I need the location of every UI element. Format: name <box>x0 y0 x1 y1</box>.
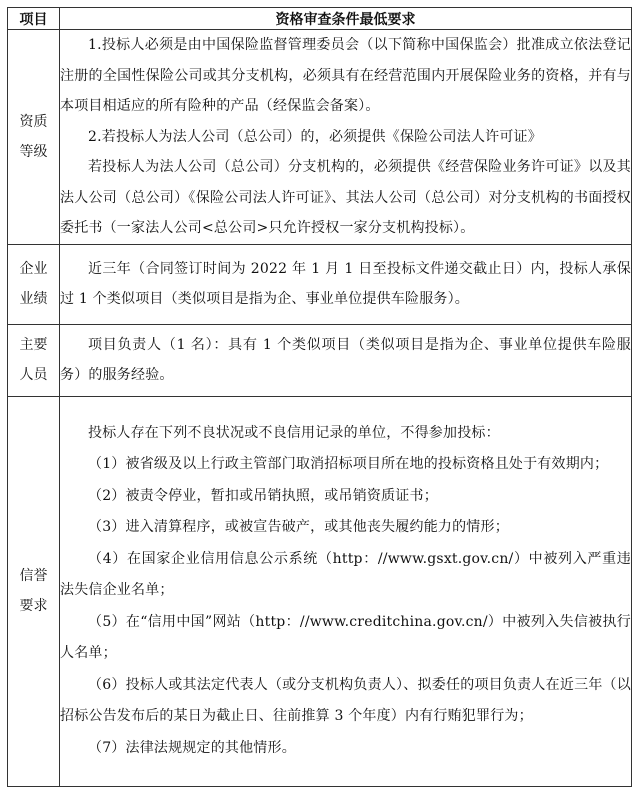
list-item: （1）被省级及以上行政主管部门取消招标项目所在地的投标资格且处于有效期内； <box>88 456 609 473</box>
list-item: （3）进入清算程序，或被宣告破产，或其他丧失履约能力的情形； <box>88 519 509 536</box>
table-row-credit <box>8 396 632 786</box>
table-row-key-personnel <box>8 324 632 396</box>
paragraph: 投标人存在下列不良状况或不良信用记录的单位，不得参加投标： <box>88 424 500 441</box>
qualification-table <box>7 7 632 787</box>
header-item: 项目 <box>8 8 60 30</box>
paragraph: 项目负责人（1 名）：具有 1 个类似项目（类似项目是指为企、事业单位提供车险服务）的服务经验。 <box>60 336 631 383</box>
row-label: 企业 业绩 <box>8 244 60 324</box>
row-label: 主要 人员 <box>8 324 60 396</box>
row-label: 资质 等级 <box>8 30 60 245</box>
paragraph: 1.投标人必须是由中国保险监督管理委员会（以下简称中国保监会）批准成立依法登记注册的全国性保险公司或其分支机构，必须具有在经营范围内开展保险业务的资格，并有与本项目相适应的所有险种的产品（经保监会备案）。 <box>60 37 631 114</box>
table-row-qualification-level <box>8 30 632 245</box>
row-content <box>60 244 632 324</box>
list-item: （7）法律法规规定的其他情形。 <box>88 739 296 756</box>
paragraph: 近三年（合同签订时间为 2022 年 1 月 1 日至投标文件递交截止日）内，投标人承保过 1 个类似项目（类似项目是指为企、事业单位提供车险服务）。 <box>60 260 631 307</box>
list-item: （6）投标人或其法定代表人（或分支机构负责人）、拟委任的项目负责人在近三年（以招标公告发布后的某日为截止日、往前推算 3 个年度）内有行贿犯罪行为； <box>60 676 631 725</box>
table-header-row <box>8 8 632 30</box>
list-item: （2）被责令停业，暂扣或吊销执照，或吊销资质证书； <box>88 487 438 504</box>
list-item: （5）在“信用中国”网站（http：//www.creditchina.gov.cn/）中被列入失信被执行人名单； <box>60 613 631 662</box>
row-label: 信誉 要求 <box>8 396 60 786</box>
list-item: （4）在国家企业信用信息公示系统（http：//www.gsxt.gov.cn/）中被列入严重违法失信企业名单； <box>60 550 631 599</box>
row-content <box>60 396 632 786</box>
table-row-performance <box>8 244 632 324</box>
row-content <box>60 30 632 245</box>
header-requirements: 资格审查条件最低要求 <box>60 8 632 30</box>
paragraph: 若投标人为法人公司（总公司）分支机构的，必须提供《经营保险业务许可证》以及其法人公司（总公司）《保险公司法人许可证》、其法人公司（总公司）对分支机构的书面授权委托书（一家法人公司<总公司>只允许授权一家分支机构投标）。 <box>60 159 631 236</box>
row-content <box>60 324 632 396</box>
paragraph: 2.若投标人为法人公司（总公司）的，必须提供《保险公司法人许可证》 <box>88 128 542 145</box>
